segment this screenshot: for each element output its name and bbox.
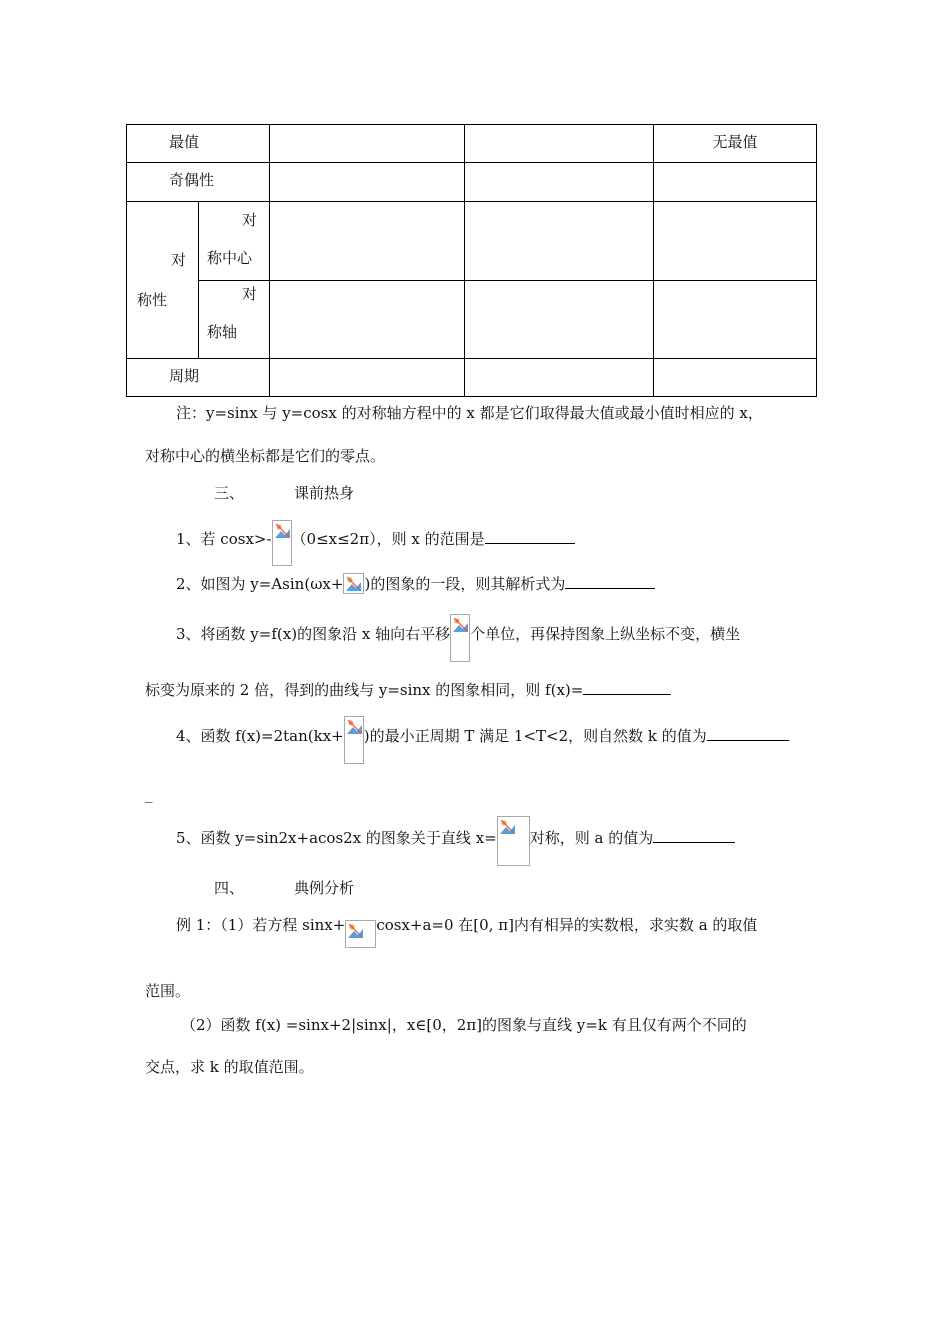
sub-label-center: 对 称中心 (199, 202, 270, 281)
table-row (127, 163, 817, 202)
broken-image-icon (345, 920, 376, 948)
section-number: 三、 (214, 484, 245, 502)
table-cell (270, 281, 465, 359)
example-2-cont: 交点，求 k 的取值范围。 (145, 1058, 314, 1076)
answer-blank (565, 573, 655, 589)
question-3-cont: 标变为原来的 2 倍，得到的曲线与 y=sinx 的图象相同，则 f(x)= (145, 679, 671, 700)
table-cell (654, 202, 817, 281)
sub-label-axis: 对 称轴 (199, 281, 270, 359)
table-cell (654, 281, 817, 359)
table-row (127, 202, 817, 281)
row-label-symmetry: 对 称性 (127, 202, 199, 359)
table-cell (270, 202, 465, 281)
row-label-period: 周期 (127, 359, 270, 397)
answer-blank (485, 528, 575, 544)
table-row (127, 359, 817, 397)
table-cell (465, 125, 654, 163)
row-label-max: 最值 (127, 125, 270, 163)
table-row (127, 125, 817, 163)
broken-image-icon (272, 520, 292, 566)
question-3: 3、将函数 y=f(x)的图象沿 x 轴向右平移 个单位，再保持图象上纵坐标不变，横坐 (176, 609, 740, 659)
table-cell (465, 359, 654, 397)
broken-image-icon (343, 573, 364, 594)
broken-image-icon (450, 614, 470, 662)
answer-blank (653, 827, 735, 843)
section-title: 典例分析 (294, 879, 355, 897)
table-cell (270, 125, 465, 163)
broken-image-icon (344, 716, 364, 764)
question-4: 4、函数 f(x)=2tan(kx+ )的最小正周期 T 满足 1<T<2，则自然数 k 的值为 (176, 711, 789, 761)
row-label-parity: 奇偶性 (127, 163, 270, 202)
example-1: 例 1：（1）若方程 sinx+ cosx+a=0 在[0, π]内有相异的实数根，求实数 a 的取值 (176, 912, 757, 952)
example-2: （2）函数 f(x) =sinx+2|sinx|，x∈[0，2π]的图象与直线 y=k 有且仅有两个不同的 (181, 1016, 747, 1034)
table-cell (654, 163, 817, 202)
question-5: 5、函数 y=sin2x+acos2x 的图象关于直线 x= 对称，则 a 的值为 (176, 813, 735, 863)
note-line-2: 对称中心的横坐标都是它们的零点。 (145, 447, 386, 465)
table-cell (465, 202, 654, 281)
table-row (127, 281, 817, 359)
table-cell (465, 163, 654, 202)
example-1-cont: 范围。 (145, 982, 191, 1000)
table-cell (654, 359, 817, 397)
answer-blank (707, 725, 789, 741)
broken-image-icon (497, 816, 530, 866)
note-line-1: 注：y=sinx 与 y=cosx 的对称轴方程中的 x 都是它们取得最大值或最小值时相应的 x， (176, 404, 763, 422)
answer-blank (583, 679, 671, 695)
question-2: 2、如图为 y=Asin(ωx+ )的图象的一段，则其解析式为 (176, 573, 655, 594)
cell-no-max: 无最值 (654, 125, 817, 163)
section-number: 四、 (214, 879, 245, 897)
table-cell (270, 163, 465, 202)
table-cell (465, 281, 654, 359)
question-4-cont: _ (145, 785, 153, 803)
question-1: 1、若 cosx>- （0≤x≤2π），则 x 的范围是 (176, 514, 575, 564)
section-heading-4 (214, 877, 354, 898)
properties-table (126, 124, 817, 397)
section-title: 课前热身 (294, 484, 355, 502)
table-cell (270, 359, 465, 397)
section-heading-3 (214, 482, 354, 503)
